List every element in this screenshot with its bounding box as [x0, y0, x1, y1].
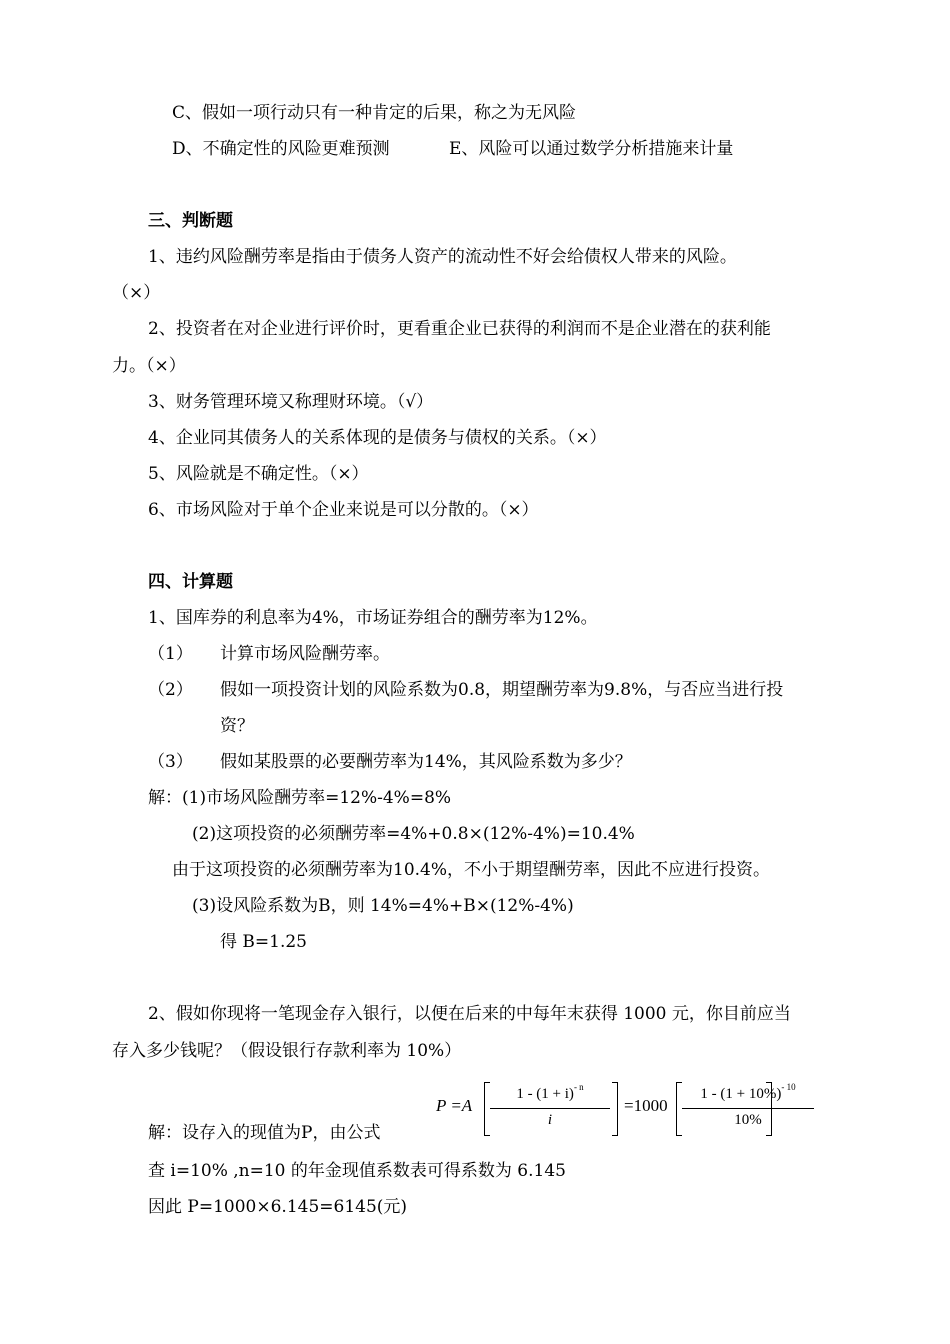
formula-denominator-2: 10% — [734, 1112, 762, 1128]
problem1-sub3-text: 假如某股票的必要酬劳率为14%，其风险系数为多少？ — [220, 752, 632, 772]
problem1-sub2-text-line2: 资？ — [220, 716, 254, 736]
tf-q2-line2: 力。（×） — [112, 356, 186, 376]
formula-denominator-1: i — [547, 1112, 553, 1128]
formula-fraction-bar-2 — [682, 1108, 814, 1109]
formula-equals-1000: =1000 — [624, 1096, 668, 1115]
option-c: C、假如一项行动只有一种肯定的后果，称之为无风险 — [172, 103, 577, 123]
formula-numerator-1: $1 - (1 + i)^{- n}$ — [516, 1082, 584, 1102]
formula-fraction-bar-1 — [490, 1108, 610, 1109]
section4-heading: 四、计算题 — [148, 572, 233, 592]
problem2-line2: 存入多少钱呢？（假设银行存款利率为 10%） — [112, 1041, 462, 1061]
problem1-sub2-text-line1: 假如一项投资计划的风险系数为0.8，期望酬劳率为9.8%，与否应当进行投 — [220, 680, 784, 700]
tf-q5: 5、风险就是不确定性。（×） — [148, 464, 369, 484]
problem1-sub3-number: （3） — [148, 752, 193, 772]
tf-q1-line1: 1、违约风险酬劳率是指由于债务人资产的流动性不好会给债权人带来的风险。 — [148, 247, 737, 267]
solution1-line2: (2)这项投资的必须酬劳率=4%+0.8×(12%-4%)=10.4% — [192, 824, 635, 844]
formula-numerator-2: $1 - (1 + 10\%)^{- 10}$ — [700, 1082, 796, 1102]
formula-lhs: P =A — [436, 1096, 473, 1115]
solution2-line2: 查 i=10% ,n=10 的年金现值系数表可得系数为 6.145 — [148, 1161, 566, 1181]
solution1-line5: 得 B=1.25 — [220, 932, 307, 952]
tf-q4: 4、企业同其债务人的关系体现的是债务与债权的关系。（×） — [148, 428, 607, 448]
problem1-sub1-text: 计算市场风险酬劳率。 — [220, 644, 390, 664]
option-d: D、不确定性的风险更难预测 — [172, 139, 390, 159]
solution1-line1: 解：(1)市场风险酬劳率=12%-4%=8% — [148, 788, 452, 808]
tf-q6: 6、市场风险对于单个企业来说是可以分散的。（×） — [148, 500, 539, 520]
tf-q2-line1: 2、投资者在对企业进行评价时，更看重企业已获得的利润而不是企业潜在的获利能 — [148, 319, 771, 339]
problem1-sub2-number: （2） — [148, 680, 193, 700]
solution2-intro: 解：设存入的现值为P，由公式 — [148, 1123, 381, 1143]
problem1-sub1-number: （1） — [148, 644, 193, 664]
option-e: E、风险可以通过数学分析措施来计量 — [449, 139, 734, 159]
solution2-line3: 因此 P=1000×6.145=6145(元) — [148, 1197, 408, 1217]
tf-q3: 3、财务管理环境又称理财环境。（√） — [148, 392, 434, 412]
tf-q1-line2: （×） — [112, 283, 161, 303]
problem1-stem: 1、国库券的利息率为4%，市场证券组合的酬劳率为12%。 — [148, 608, 598, 628]
problem2-line1: 2、假如你现将一笔现金存入银行，以便在后来的中每年末获得 1000 元，你目前应当 — [148, 1004, 791, 1024]
solution1-line4: (3)设风险系数为B，则 14%=4%+B×(12%-4%) — [192, 896, 574, 916]
formula-right-bracket-2 — [766, 1082, 772, 1136]
solution1-line3: 由于这项投资的必须酬劳率为10.4%，不小于期望酬劳率，因此不应进行投资。 — [172, 860, 771, 880]
section3-heading: 三、判断题 — [148, 211, 233, 231]
formula-right-bracket-1 — [612, 1082, 618, 1136]
